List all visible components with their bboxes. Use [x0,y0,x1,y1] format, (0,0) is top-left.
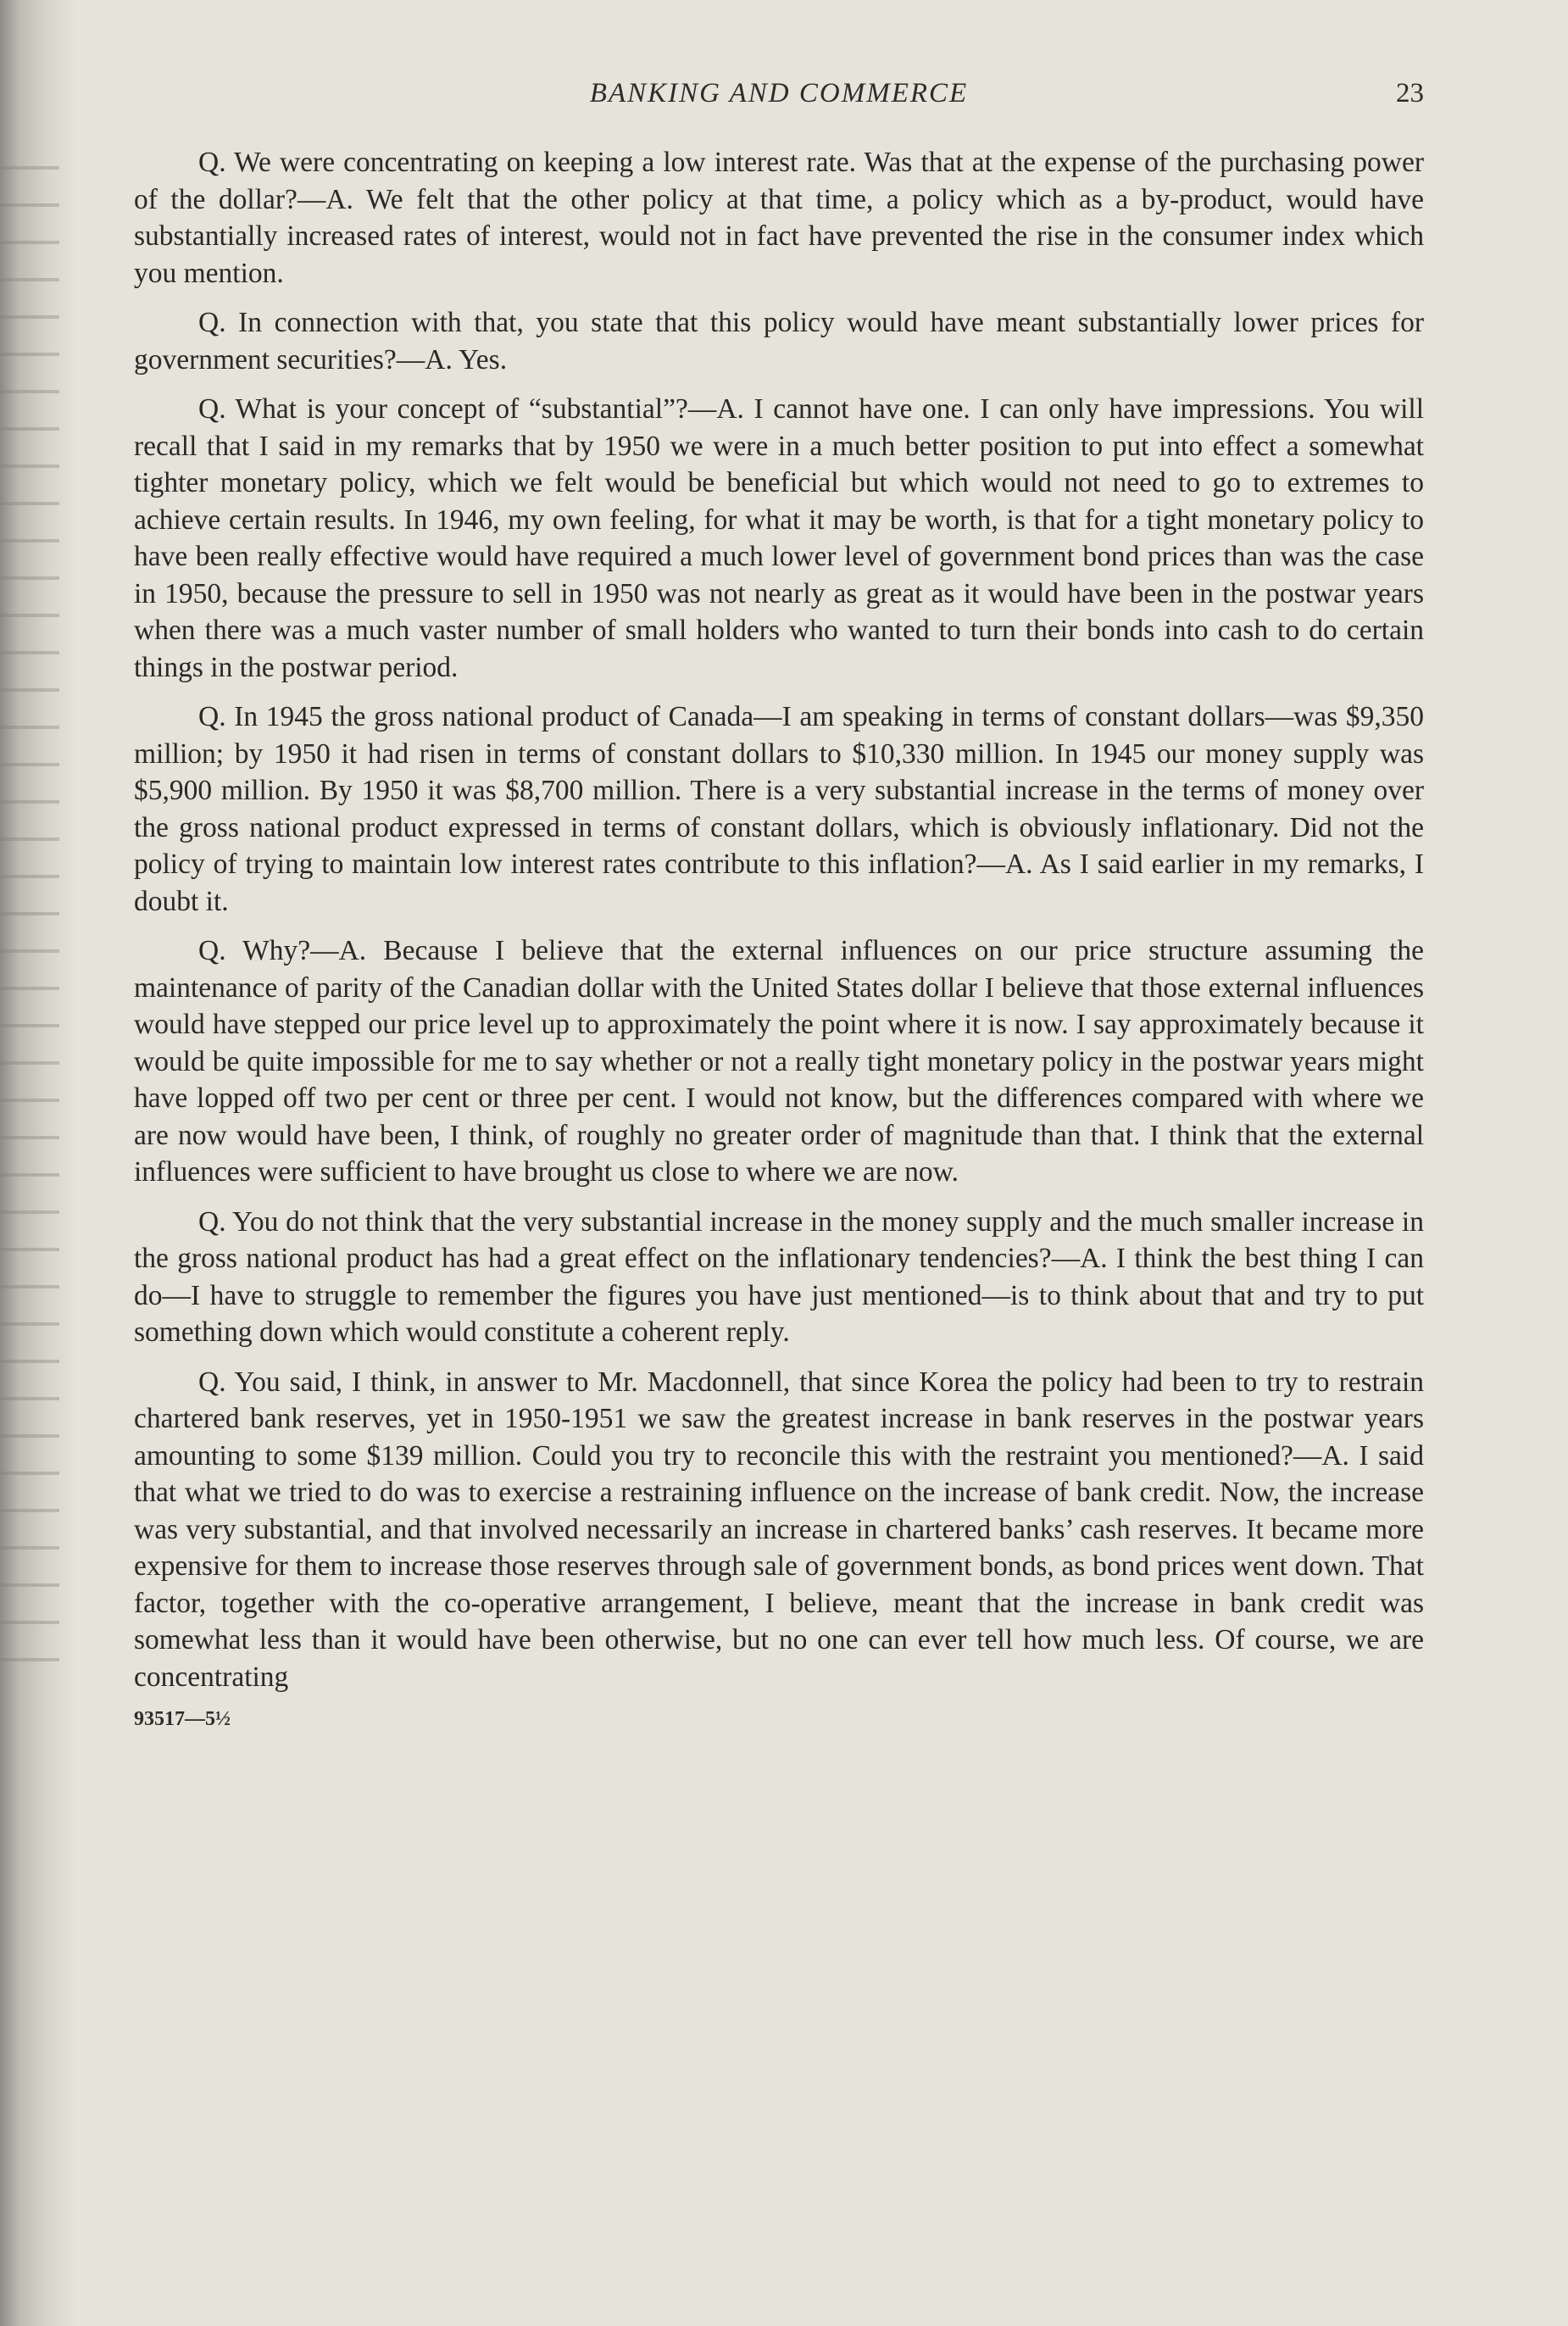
printer-signature-mark: 93517—5½ [134,1708,231,1730]
paragraph: Q. We were concentrating on keeping a low interest rate. Was that at the expense of the purchasing power of the dollar?—A. We felt that the other policy at that time, a policy which as a by-product, would have substantially increased rates of interest, would not in fact have prevented the rise in the consumer index which you mention. [134,147,1424,289]
page-number: 23 [1396,78,1424,109]
paragraph: Q. Why?—A. Because I believe that the external influences on our price structure assuming the maintenance of parity of the Canadian dollar with the United States dollar I believe that those external influences would have stepped our price level up to approximately the point where it is now. I say approximately because it would be quite impossible for me to say whether or not a really tight monetary policy in the postwar years might have lopped off two per cent or three per cent. I would not know, but the differences compared with where we are now would have been, I think, of roughly no greater order of magnitude than that. I think that the external influences were sufficient to have brought us close to where we are now. [134,935,1424,1188]
running-head-title: BANKING AND COMMERCE [589,78,969,109]
facing-page-bleed [0,144,59,1670]
paragraph: Q. In connection with that, you state that this policy would have meant substantially lower prices for government securities?—A. Yes. [134,307,1424,376]
paragraph: Q. What is your concept of “substantial”?—A. I cannot have one. I can only have impressions. You will recall that I said in my remarks that by 1950 we were in a much better position to put into effect a somewhat tighter monetary policy, which we felt would be beneficial but which would not need to go to extremes to achieve certain results. In 1946, my own feeling, for what it may be worth, is that for a tight monetary policy to have been really effective would have required a much lower level of government bond prices than was the case in 1950, because the pressure to sell in 1950 was not nearly as great as it would have been in the postwar years when there was a much vaster number of small holders who wanted to turn their bonds into cash to do certain things in the postwar period. [134,393,1424,683]
paragraph: Q. You do not think that the very substantial increase in the money supply and the much smaller increase in the gross national product has had a great effect on the inflationary tendencies?—A. I think the best thing I can do—I have to struggle to remember the figures you have just mentioned—is to think about that and try to put something down which would constitute a coherent reply. [134,1205,1424,1348]
body-text [134,144,1424,1695]
paragraph: Q. In 1945 the gross national product of Canada—I am speaking in terms of constant dollars—was $9,350 million; by 1950 it had risen in terms of constant dollars to $10,330 million. In 1945 our money supply was $5,900 million. By 1950 it was $8,700 million. There is a very substantial increase in the terms of money over the gross national product expressed in terms of constant dollars, which is obviously inflationary. Did not the policy of trying to maintain low interest rates contribute to this inflation?—A. As I said earlier in my remarks, I doubt it. [134,701,1424,917]
document-page [134,78,1424,2248]
paragraph: Q. You said, I think, in answer to Mr. Macdonnell, that since Korea the policy had been to try to restrain chartered bank reserves, yet in 1950-1951 we saw the greatest increase in bank reserves in the postwar years amounting to some $139 million. Could you try to reconcile this with the restraint you mentioned?—A. I said that what we tried to do was to exercise a restraining influence on the increase of bank credit. Now, the increase was very substantial, and that involved necessarily an increase in chartered banks’ cash reserves. It became more expensive for them to increase those reserves through sale of government bonds, as bond prices went down. That factor, together with the co-operative arrangement, I believe, meant that the increase in bank credit was somewhat less than it would have been otherwise, but no one can ever tell how much less. Of course, we are concentrating [134,1366,1424,1693]
running-head [134,78,1424,125]
